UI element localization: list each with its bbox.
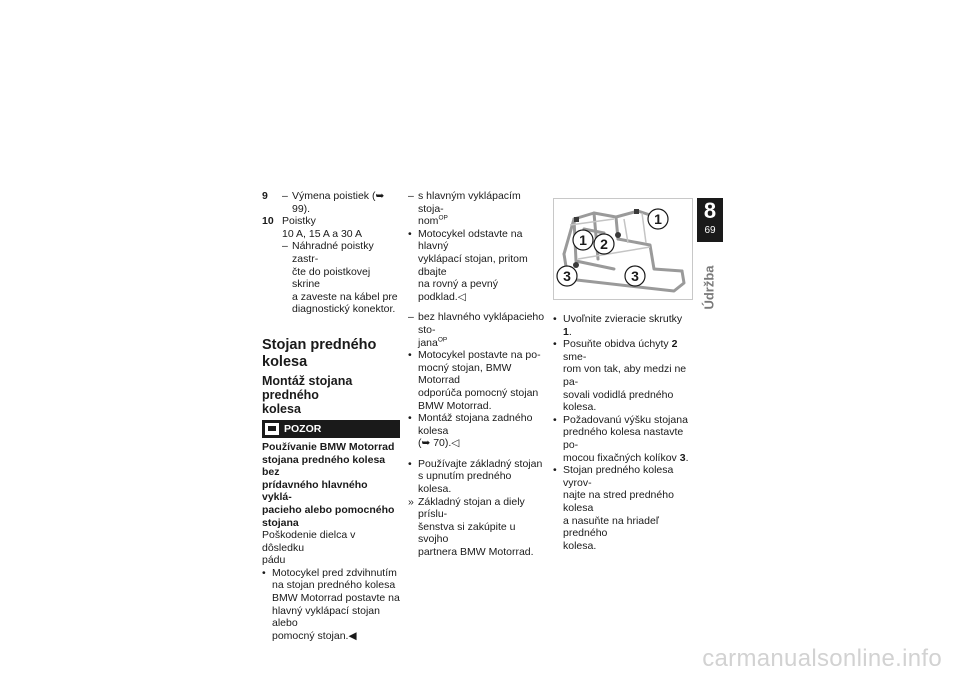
subsection-title: Montáž stojana predného kolesa (262, 373, 353, 416)
fuse-values: 10 A, 15 A a 30 A (282, 227, 362, 240)
figure-label: 3 (631, 268, 639, 284)
figure-label: 3 (563, 268, 571, 284)
front-wheel-stand-illustration (553, 198, 693, 300)
list-item: • Uvoľnite zvieracie skrutky 1. (553, 313, 683, 338)
page-number: 69 (704, 225, 716, 236)
item-10 (262, 215, 400, 228)
watermark: carmanualsonline.info (702, 645, 942, 672)
list-item: • Používajte základný stojan s upnutím predného kolesa. (408, 457, 543, 496)
figure-label: 1 (654, 211, 662, 227)
dash-item: – Výmena poistiek (➥ 99). (282, 190, 385, 215)
figure-label: 2 (600, 236, 608, 252)
stand-drawing (554, 199, 692, 299)
warning-heading: Používanie BMW Motorrad stojana predného kolesa bez prídavného hlavného vyklá- pacieho alebo pomocného stojana (262, 440, 395, 529)
column-left (262, 190, 400, 642)
column-middle (408, 190, 546, 559)
dash-item-with-stand: – s hlavným vyklápacím stoja- nom$^{OP}$ (408, 190, 521, 228)
item-9 (262, 190, 400, 215)
list-item: • Motocykel odstavte na hlavný vyklápací stojan, pritom dbajte na rovný a pevný podklad.◁ (408, 227, 528, 303)
list-item: • Požadovanú výšku stojana predného kolesa nastavte po- mocou fixačných kolíkov 3. (553, 413, 689, 464)
section-title: Stojan predného kolesa (262, 336, 377, 370)
warning-banner (262, 420, 400, 438)
figure-label: 1 (579, 232, 587, 248)
item-number: 9 (262, 190, 268, 202)
warning-body: Poškodenie dielca v dôsledku pádu (262, 529, 356, 567)
dash-item: – Náhradné poistky zastr- čte do poistkovej skrine a zaveste na kábel pre diagnostický konektor. (282, 240, 398, 316)
item-number: 10 (262, 215, 274, 228)
warning-label: POZOR (284, 422, 322, 435)
column-right (553, 313, 691, 552)
list-item: • Stojan predného kolesa vyrov- najte na stred predného kolesa a nasuňte na hriadeľ predného kolesa. (553, 464, 674, 552)
list-item: • Montáž stojana zadného kolesa (➥ 70).◁ (408, 412, 546, 450)
chapter-number: 8 (703, 198, 717, 223)
result-item: » Základný stojan a diely príslu- šenstva si zakúpite u svojho partnera BMW Motorrad. (408, 495, 534, 559)
item-title: Poistky (282, 215, 316, 228)
chapter-tab (697, 198, 723, 242)
page-reference-link[interactable]: (➥ 70).◁ (418, 437, 460, 450)
list-item: • Motocykel postavte na po- mocný stojan, BMW Motorrad odporúča pomocný stojan BMW Motorrad. (408, 349, 541, 412)
side-chapter-label: Údržba (701, 264, 717, 310)
list-item: • Posuňte obidva úchyty 2 sme- rom von tak, aby medzi ne pa- sovali vodidlá predného kolesa. (553, 338, 687, 414)
hand-warning-icon (265, 423, 279, 435)
warning-bullet: • Motocykel pred zdvihnutím na stojan predného kolesa BMW Motorrad postavte na hlavný vyklápací stojan alebo pomocný stojan.◀ (262, 566, 400, 642)
dash-item-without-stand: – bez hlavného vyklápacieho sto- jana$^{OP}$ (408, 311, 545, 349)
